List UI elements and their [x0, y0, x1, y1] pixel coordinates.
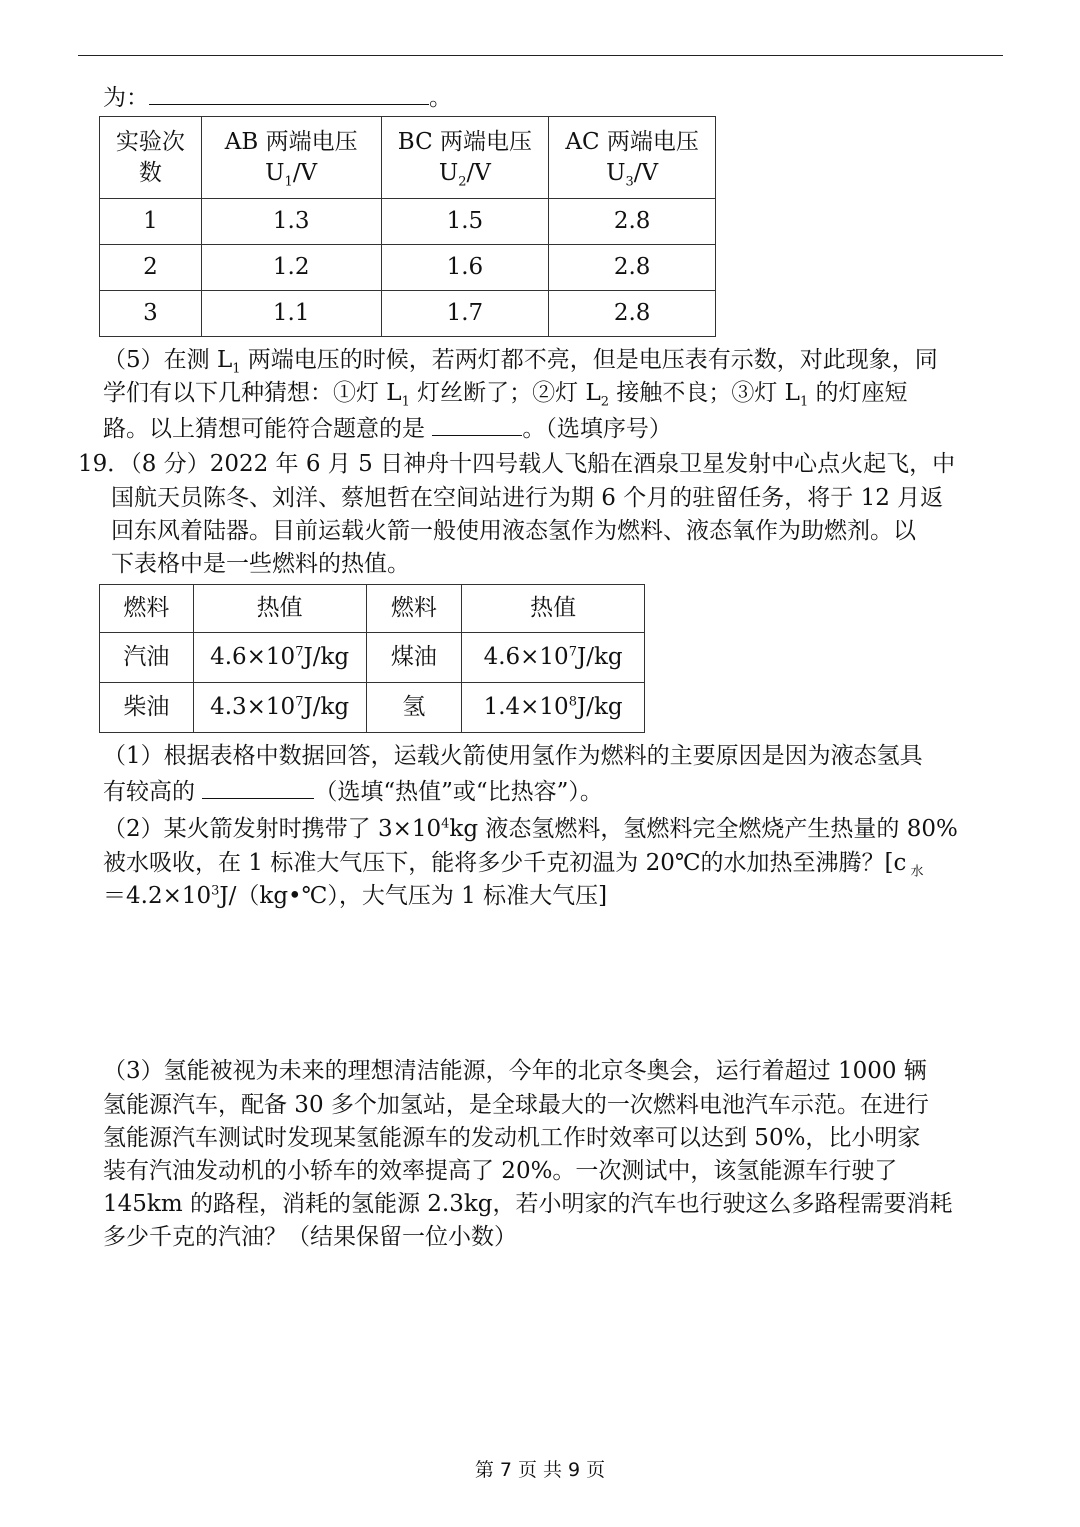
table-cell: 1.1 [201, 291, 381, 337]
p3-line-1: （3）氢能被视为未来的理想清洁能源，今年的北京冬奥会，运行着超过 1000 辆 [103, 1058, 927, 1084]
table-cell: 氢 [366, 683, 462, 733]
table-cell: 1.5 [381, 199, 549, 245]
table-cell: 1.7 [381, 291, 549, 337]
header-fuel: 燃料 [100, 585, 194, 633]
voltage-table [99, 116, 716, 337]
table-cell: 煤油 [366, 633, 462, 683]
answer-blank-top[interactable] [149, 80, 429, 105]
table-cell: $4.6\times 10^7J/kg$ [193, 633, 366, 683]
table-cell: 2.8 [549, 199, 716, 245]
table-row [100, 199, 716, 245]
header-heat-value: 热值 [462, 585, 645, 633]
table-row [100, 245, 716, 291]
p1-answer-blank[interactable] [202, 774, 314, 799]
table-cell: 汽油 [100, 633, 194, 683]
p1-line-1: （1）根据表格中数据回答，运载火箭使用氢作为燃料的主要原因是因为液态氢具 [103, 743, 923, 769]
header-rule [78, 55, 1003, 56]
p3-line-3: 氢能源汽车测试时发现某氢能源车的发动机工作时效率可以达到 50%，比小明家 [103, 1125, 921, 1151]
p3-line-4: 装有汽油发动机的小轿车的效率提高了 20%。一次测试中，该氢能源车行驶了 [103, 1158, 898, 1184]
answer-prefix: 为： [103, 85, 149, 111]
table-cell: $4.3\times 10^7J/kg$ [193, 683, 366, 733]
header-ac-voltage: AC 两端电压 $U_3/V$ [549, 117, 716, 199]
p2-line-3: $=4.2\times 10^3J/(kg•℃)$，大气压为 1 标准大气压] [103, 883, 608, 909]
table-cell: 2 [100, 245, 202, 291]
q19-line-1: 19．（8 分）2022 年 6 月 5 日神舟十四号载人飞船在酒泉卫星发射中心点火起飞，中 [78, 451, 956, 477]
q5-line-3: 路。以上猜想可能符合题意的是 。（选填序号） [103, 411, 672, 444]
table-cell: 2.8 [549, 245, 716, 291]
q5-answer-blank[interactable] [432, 411, 522, 436]
header-trial: 实验次 数 [100, 117, 202, 199]
header-fuel: 燃料 [366, 585, 462, 633]
table-header-row [100, 117, 716, 199]
table-row [100, 683, 645, 733]
header-bc-voltage: BC 两端电压 $U_2/V$ [381, 117, 549, 199]
table-cell: $1.4\times 10^8J/kg$ [462, 683, 645, 733]
table-cell: 3 [100, 291, 202, 337]
fuel-heat-table [99, 584, 645, 733]
table-row [100, 633, 645, 683]
table-cell: $4.6\times 10^7J/kg$ [462, 633, 645, 683]
p2-line-2: 被水吸收，在 1 标准大气压下，能将多少千克初温为 20℃的水加热至沸腾？[c $_水$ [103, 850, 924, 880]
answer-suffix: 。 [429, 85, 452, 111]
table-cell: 1.6 [381, 245, 549, 291]
p3-line-2: 氢能源汽车，配备 30 多个加氢站，是全球最大的一次燃料电池汽车示范。在进行 [103, 1092, 929, 1118]
table-cell: 1.3 [201, 199, 381, 245]
table-cell: 1 [100, 199, 202, 245]
table-row [100, 291, 716, 337]
q5-line-2: 学们有以下几种猜想：①灯 $L_1$ 灯丝断了；②灯 $L_2$ 接触不良；③灯 $L_1$ 的灯座短 [103, 380, 908, 410]
p3-line-6: 多少千克的汽油？（结果保留一位小数） [103, 1224, 517, 1250]
q19-line-4: 下表格中是一些燃料的热值。 [111, 551, 410, 577]
q5-line-1: （5）在测 $L_1$ 两端电压的时候，若两灯都不亮，但是电压表有示数，对此现象，同 [103, 347, 938, 377]
answer-line-top [103, 80, 452, 113]
p2-line-1: （2）某火箭发射时携带了 $3\times 10^4kg$ 液态氢燃料，氢燃料完全燃烧产生热量的 80% [103, 816, 958, 842]
table-cell: 1.2 [201, 245, 381, 291]
p3-line-5: 145km 的路程，消耗的氢能源 2.3kg，若小明家的汽车也行驶这么多路程需要消耗 [103, 1191, 953, 1217]
header-heat-value: 热值 [193, 585, 366, 633]
page-number: 第 7 页 共 9 页 [474, 1459, 606, 1481]
table-cell: 2.8 [549, 291, 716, 337]
header-ab-voltage: AB 两端电压 $U_1/V$ [201, 117, 381, 199]
q19-line-2: 国航天员陈冬、刘洋、蔡旭哲在空间站进行为期 6 个月的驻留任务，将于 12 月返 [111, 485, 944, 511]
table-header-row [100, 585, 645, 633]
q19-line-3: 回东风着陆器。目前运载火箭一般使用液态氢作为燃料、液态氧作为助燃剂。以 [111, 518, 916, 544]
p1-line-2: 有较高的 （选填“热值”或“比热容”）。 [103, 774, 603, 807]
table-cell: 柴油 [100, 683, 194, 733]
